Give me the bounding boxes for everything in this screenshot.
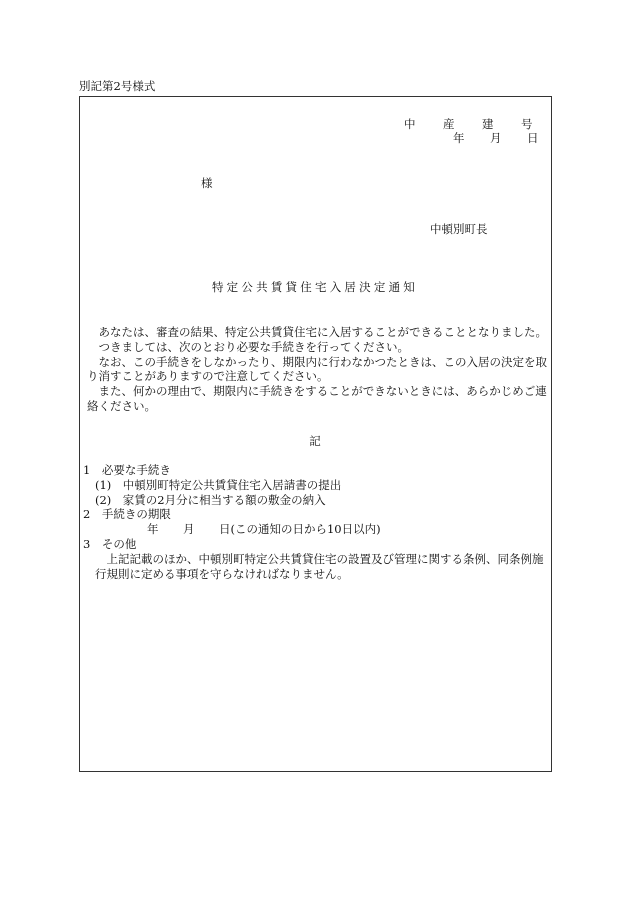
date-year: 年: [453, 131, 465, 145]
body-paragraph: なお、この手続きをしなかったり、期限内に行わなかつたときは、この入居の決定を取り消すことがありますので注意してください。: [87, 354, 547, 384]
body-paragraph: あなたは、審査の結果、特定公共賃貸住宅に入居することができることとなりました。: [98, 325, 547, 339]
section-heading: 1 必要な手続き: [83, 463, 171, 477]
list-item: (1) 中頓別町特定公共賃貸住宅入居請書の提出: [95, 477, 342, 492]
deadline-date: [83, 522, 549, 537]
date-day: 日: [527, 131, 539, 145]
issue-date: [453, 130, 539, 146]
section-heading: 3 その他: [83, 536, 137, 551]
notice-items: [83, 463, 549, 581]
body-paragraph: つきましては、次のとおり必要な手続きを行ってください。: [98, 339, 409, 354]
other-text: 上記記載のほか、中頓別町特定公共賃貸住宅の設置及び管理に関する条例、同条例施行規則に定める事項を守らなければなりません。: [95, 551, 544, 581]
ki-heading: 記: [309, 434, 321, 448]
notice-body: [87, 325, 549, 414]
list-item: (2) 家賃の2月分に相当する額の敷金の納入: [95, 492, 326, 507]
deadline-day: 日(この通知の日から10日以内): [219, 522, 381, 537]
sender-name: 中頓別町長: [430, 222, 488, 236]
deadline-month: 月: [183, 522, 195, 537]
date-month: 月: [490, 131, 502, 145]
form-number-label: 別記第2号様式: [79, 79, 156, 93]
body-paragraph: また、何かの理由で、期限内に手続きをすることができないときには、あらかじめご連絡ください。: [87, 384, 547, 413]
addressee-suffix: 様: [201, 176, 213, 190]
doc-number-part: 産: [443, 117, 455, 131]
section-heading: 2 手続きの期限: [83, 507, 171, 522]
doc-number-part: 号: [521, 117, 533, 131]
doc-number-part: 中: [404, 117, 416, 131]
doc-number-part: 建: [482, 117, 494, 131]
document-title: 特定公共賃貸住宅入居決定通知: [211, 280, 419, 294]
deadline-year: 年: [147, 522, 159, 537]
